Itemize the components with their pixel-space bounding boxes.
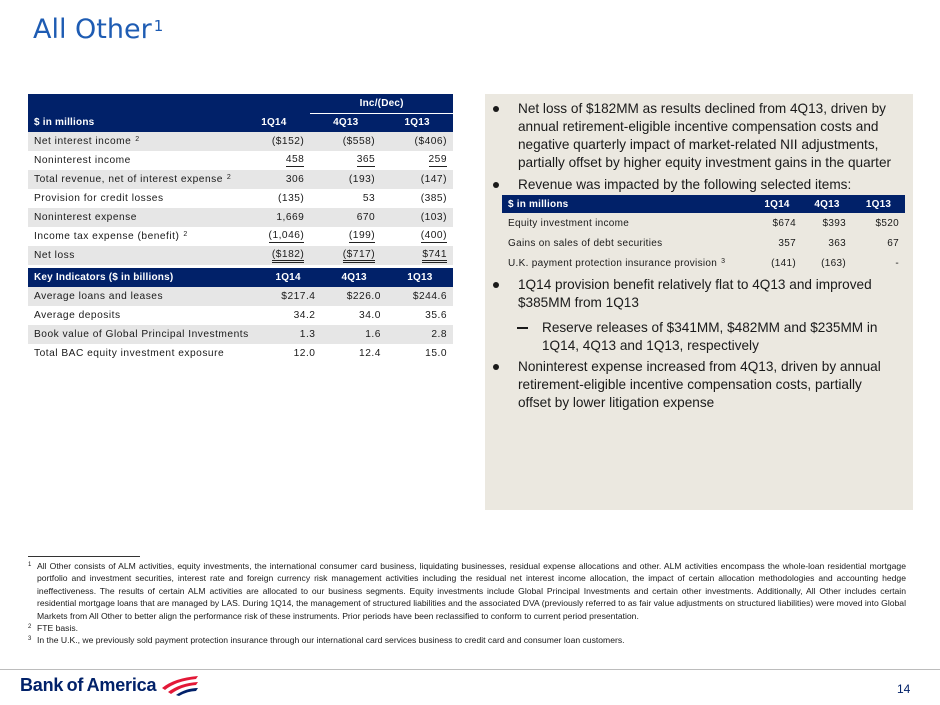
header-col-1q13: 1Q13	[407, 272, 433, 283]
group-header-inc-dec: Inc/(Dec)	[310, 94, 453, 113]
cell-value: 1.3	[299, 329, 316, 340]
table-row	[28, 344, 453, 363]
cell-value: 12.4	[359, 348, 381, 359]
footnote-text: FTE basis.	[37, 623, 79, 634]
header-col-1q13: 1Q13	[404, 117, 430, 129]
table-row	[28, 208, 453, 227]
income-statement-table	[28, 94, 453, 265]
row-footnote-ref: 3	[721, 257, 726, 265]
bullet-dot	[493, 182, 499, 188]
bullet-text: Revenue was impacted by the following selected items:	[518, 177, 852, 192]
cell-value: $217.4	[281, 291, 316, 302]
logo-wordmark: Bank of America	[20, 674, 157, 695]
cell-value: 670	[356, 212, 376, 223]
cell-value: (141)	[771, 257, 796, 269]
header-col-1q14: 1Q14	[261, 117, 287, 128]
commentary-panel	[485, 94, 913, 510]
cell-value: 34.2	[293, 310, 316, 321]
cell-value: 365	[356, 154, 376, 165]
cell-value: 1,669	[276, 212, 305, 223]
bullet-provision	[518, 276, 898, 312]
table-row	[28, 151, 453, 170]
bullet-dot	[493, 282, 499, 288]
cell-value: 34.0	[359, 310, 381, 321]
cell-value: (199)	[348, 230, 376, 241]
row-label: Net interest income	[34, 136, 132, 147]
bullet-text: 1Q14 provision benefit relatively flat to 4Q13 and improved $385MM from 1Q13	[518, 277, 872, 310]
table-row	[28, 227, 453, 246]
table-row	[28, 287, 453, 306]
header-col-4q13: 4Q13	[333, 117, 359, 129]
row-label: Equity investment income	[508, 217, 630, 229]
row-footnote-ref: 2	[226, 174, 232, 181]
row-footnote-ref: 2	[183, 231, 188, 238]
footer-divider	[0, 669, 940, 670]
page-title-footnote-ref: 1	[153, 17, 164, 35]
table-row	[28, 189, 453, 208]
cell-value: 35.6	[425, 310, 447, 321]
cell-value: 53	[362, 193, 376, 204]
bank-of-america-logo	[20, 674, 200, 696]
bullet-revenue	[518, 176, 898, 194]
footnote-number: 2	[28, 624, 32, 631]
footnotes	[28, 560, 906, 647]
table-row	[28, 246, 453, 265]
header-col-1q13: 1Q13	[865, 198, 892, 210]
cell-value: (385)	[420, 193, 447, 204]
footnote-text: All Other consists of ALM activities, equity investments, the international consumer card business, liquidating businesses, residual expense allocations and other. ALM activities encompass the whole-loan residential mortgage portfolio and investment securities, interest rate and foreign currency risk management activities including the residual net interest income allocation, the impact of certain allocation methodologies and accounting hedge ineffectiveness. The results of certain ALM activities are allocated to our business segments. Equity investments include Global Principal Investments and certain other investments. Additionally, All Other includes certain residential mortgage loans that are managed by LAS. During 1Q14, the management of structured liabilities and the associated DVA (previously referred to as fair value adjustments on structured liabilities) were moved into Global Markets from All Other to better align the performance risk of these instruments. Prior periods have been reclassified to conform to current period presentation.	[37, 561, 906, 621]
header-col-4q13: 4Q13	[814, 198, 840, 210]
row-label: Average loans and leases	[34, 291, 164, 302]
cell-value: $520	[875, 217, 899, 229]
bullet-text: Net loss of $182MM as results declined from 4Q13, driven by annual retirement-eligible incentive compensation costs and negative quarterly impact of market-related NII adjustments, partially offset by higher equity investment gains in the quarter	[518, 101, 892, 170]
cell-value: $741	[422, 249, 447, 263]
page-title-text: All Other	[33, 14, 152, 45]
cell-value: (135)	[278, 193, 305, 204]
row-label: Total revenue, net of interest expense	[34, 174, 223, 185]
table-row	[28, 170, 453, 189]
bullet-net-loss	[518, 100, 898, 172]
row-label: Average deposits	[34, 310, 121, 321]
cell-value: 357	[778, 237, 796, 249]
subbullet-reserve-releases	[542, 319, 892, 355]
row-label: Income tax expense (benefit)	[34, 231, 180, 242]
footnote-text: In the U.K., we previously sold payment protection insurance through our international card services business to credit card and consumer loan customers.	[37, 635, 625, 646]
cell-value: ($558)	[342, 136, 376, 147]
row-label: Net loss	[34, 250, 75, 261]
cell-value: 259	[428, 154, 447, 165]
cell-value: 67	[887, 237, 899, 249]
cell-value: 12.0	[293, 348, 316, 359]
cell-value: ($182)	[272, 249, 304, 263]
cell-value: 306	[285, 174, 305, 185]
page-title	[33, 14, 163, 45]
header-col-1q14: 1Q14	[275, 272, 301, 283]
footnote-number: 1	[28, 562, 32, 568]
cell-value: (103)	[420, 212, 447, 223]
table-row	[502, 253, 905, 273]
cell-value: $244.6	[412, 291, 447, 302]
row-footnote-ref: 2	[135, 136, 140, 143]
row-label: Gains on sales of debt securities	[508, 237, 663, 249]
cell-value: $674	[772, 217, 796, 229]
footnote-1	[28, 560, 906, 622]
table-row	[28, 306, 453, 325]
cell-value: (400)	[420, 230, 447, 241]
table-header-row	[28, 113, 453, 132]
header-units: Key Indicators ($ in billions)	[34, 272, 174, 283]
table-row	[28, 325, 453, 344]
bullet-noninterest-expense	[518, 358, 898, 412]
bullet-dot	[493, 364, 499, 370]
row-label: Total BAC equity investment exposure	[34, 348, 225, 359]
table-group-header-row	[28, 94, 453, 113]
footnote-number: 3	[28, 636, 32, 643]
bullet-text: Noninterest expense increased from 4Q13, driven by annual retirement-eligible incentive compensation costs, partially offset by lower litigation expense	[518, 359, 881, 410]
cell-value: (1,046)	[268, 230, 305, 241]
header-units: $ in millions	[34, 117, 95, 128]
footnote-2	[28, 622, 906, 634]
page-number: 14	[897, 682, 911, 696]
cell-value: (147)	[420, 174, 447, 185]
row-label: Noninterest income	[34, 155, 131, 166]
flag-icon	[160, 674, 200, 696]
row-label: Provision for credit losses	[34, 193, 164, 204]
table-row	[502, 213, 905, 233]
cell-value: ($406)	[414, 136, 447, 147]
selected-items-table	[502, 195, 905, 273]
header-col-4q13: 4Q13	[341, 272, 367, 283]
table-header-row	[28, 268, 453, 287]
bullet-dot	[493, 106, 499, 112]
subbullet-text: Reserve releases of $341MM, $482MM and $235MM in 1Q14, 4Q13 and 1Q13, respectively	[542, 320, 878, 353]
table-row	[502, 233, 905, 253]
cell-value: (163)	[821, 257, 846, 269]
cell-value: 458	[285, 154, 305, 165]
cell-value: 363	[828, 237, 846, 249]
cell-value: 1.6	[365, 329, 381, 340]
cell-value: ($717)	[343, 249, 375, 263]
key-indicators-table	[28, 268, 453, 363]
footnote-divider	[28, 556, 140, 557]
cell-value: $226.0	[346, 291, 381, 302]
cell-value: 2.8	[431, 329, 447, 340]
cell-value: $393	[822, 217, 846, 229]
cell-value: -	[895, 257, 899, 269]
header-col-1q14: 1Q14	[764, 198, 790, 210]
cell-value: (193)	[348, 174, 376, 185]
row-label: Book value of Global Principal Investments	[34, 329, 249, 340]
table-header-row	[502, 195, 905, 213]
header-units: $ in millions	[508, 198, 569, 210]
row-label: U.K. payment protection insurance provision	[508, 257, 718, 269]
dash-marker	[517, 327, 528, 329]
table-row	[28, 132, 453, 151]
footnote-3	[28, 634, 906, 646]
row-label: Noninterest expense	[34, 212, 137, 223]
cell-value: 15.0	[425, 348, 447, 359]
cell-value: ($152)	[271, 136, 305, 147]
